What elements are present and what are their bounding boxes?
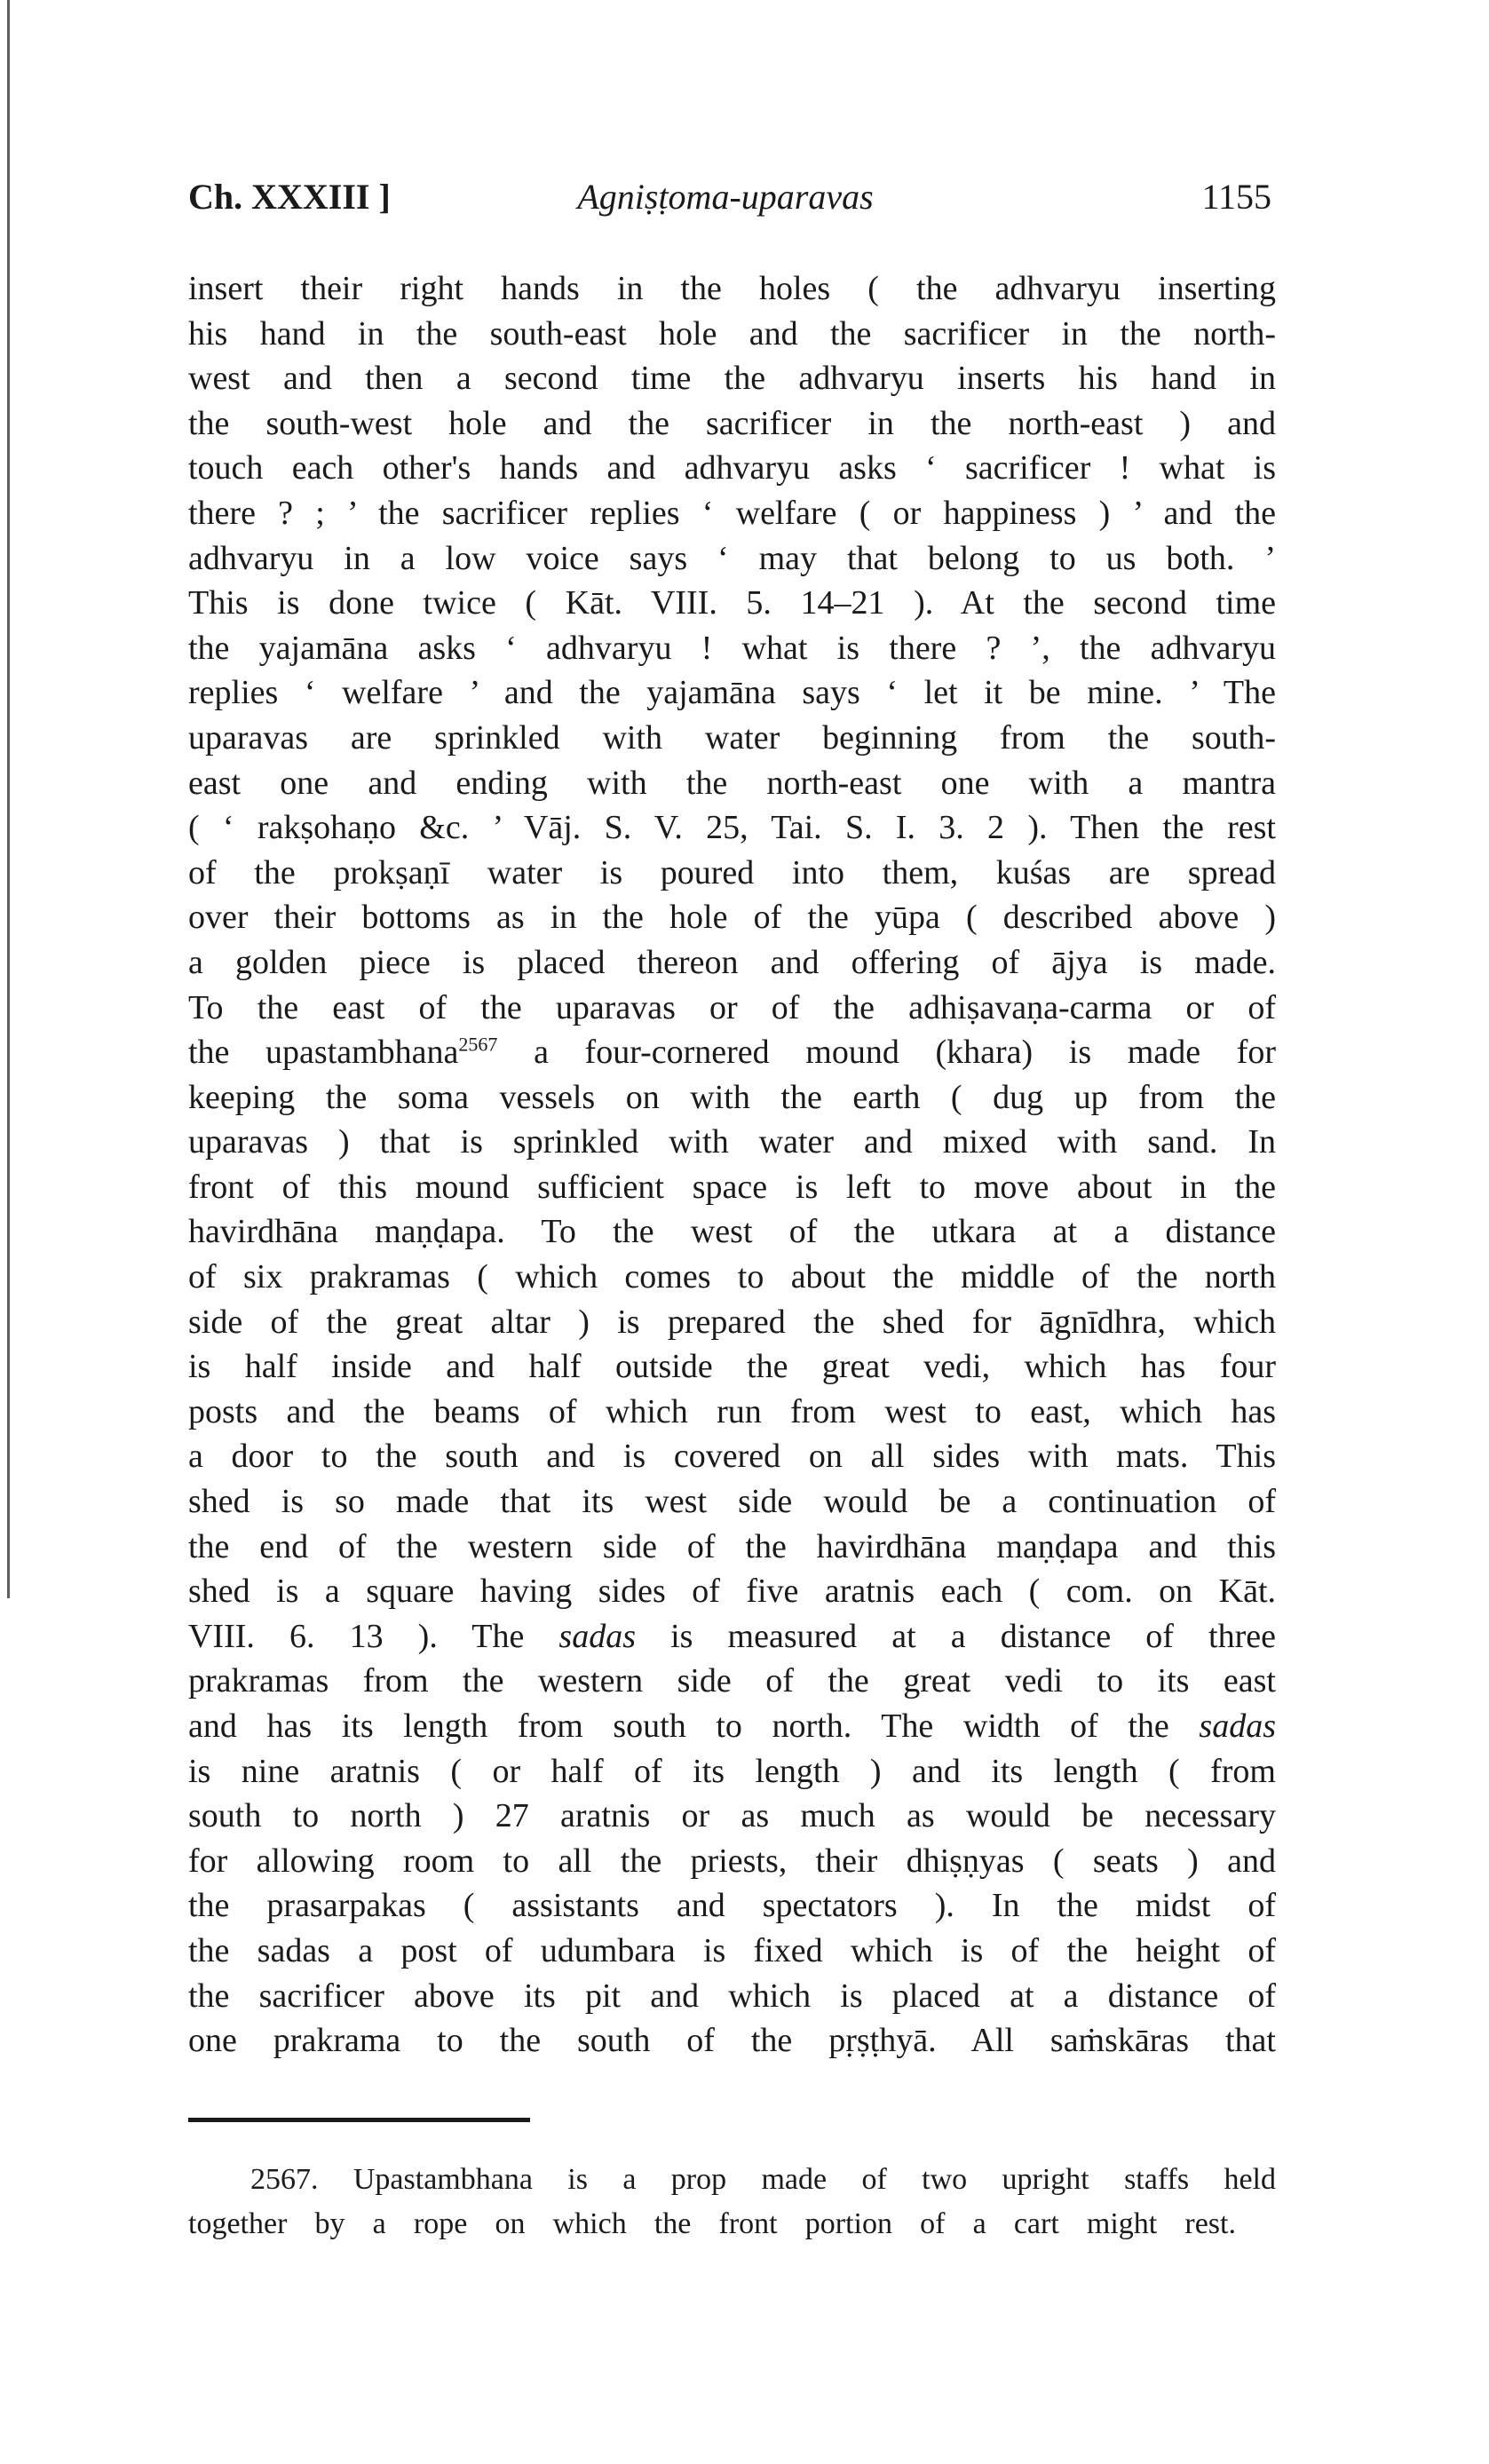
text-line: a golden piece is placed thereon and offering of ājya is made. <box>188 943 1276 981</box>
text-line: there ? ; ’ the sacrificer replies ‘ welfare ( or happiness ) ’ and the <box>188 494 1276 532</box>
text-line: This is done twice ( Kāt. VIII. 5. 14–21 ). At the second time <box>188 584 1276 622</box>
text-line: uparavas ) that is sprinkled with water and mixed with sand. In <box>188 1123 1276 1161</box>
text-line-with-italic <box>188 1614 1276 1660</box>
footnote-number: 2567. <box>250 2163 319 2196</box>
text-line: side of the great altar ) is prepared the shed for āgnīdhra, which <box>188 1303 1276 1341</box>
footnote-ref-marker: 2567 <box>458 1033 498 1056</box>
text-line: front of this mound sufficient space is left to move about in the <box>188 1168 1276 1206</box>
footnote-line: together by a rope on which the front portion of a cart might rest. <box>188 2207 1236 2240</box>
text-line: east one and ending with the north-east one with a mantra <box>188 764 1276 802</box>
text-line: the south-west hole and the sacrificer in the north-east ) and <box>188 404 1276 442</box>
text-line: havirdhāna maṇḍapa. To the west of the utkara at a distance <box>188 1213 1276 1251</box>
italic-term: sadas <box>1199 1707 1276 1745</box>
text-line: ( ‘ rakṣohaṇo &c. ’ Vāj. S. V. 25, Tai. S. I. 3. 2 ). Then the rest <box>188 809 1276 847</box>
italic-term: sadas <box>558 1617 636 1655</box>
footnote-divider <box>188 2118 530 2122</box>
text-line: the sacrificer above its pit and which is placed at a distance of <box>188 1977 1276 2015</box>
page-number: 1155 <box>1201 177 1271 217</box>
text-line: the yajamāna asks ‘ adhvaryu ! what is there ? ’, the adhvaryu <box>188 629 1276 667</box>
line-start: VIII. 6. 13 ). The <box>188 1617 525 1655</box>
line-end: a four-cornered mound (khara) is made for <box>534 1034 1276 1072</box>
footnote <box>188 2158 1276 2246</box>
text-line: for allowing room to all the priests, their dhiṣṇyas ( seats ) and <box>188 1842 1276 1880</box>
footnote-text: Upastambhana is a prop made of two upright staffs held <box>352 2163 1277 2196</box>
line-start: the upastambhana <box>188 1034 459 1072</box>
text-line: replies ‘ welfare ’ and the yajamāna says ‘ let it be mine. ’ The <box>188 674 1276 712</box>
text-line: is half inside and half outside the great vedi, which has four <box>188 1348 1276 1386</box>
chapter-label: Ch. XXXIII ] <box>188 177 391 217</box>
text-line: of six prakramas ( which comes to about the middle of the north <box>188 1258 1276 1296</box>
page-edge-line <box>7 0 10 1598</box>
text-line: the end of the western side of the havirdhāna maṇḍapa and this <box>188 1527 1276 1565</box>
footnote-line <box>188 2158 1276 2202</box>
text-line-with-italic <box>188 1704 1276 1749</box>
text-line: one prakrama to the south of the pṛṣṭhyā. All saṁskāras that <box>188 2022 1276 2060</box>
text-line: south to north ) 27 aratnis or as much as would be necessary <box>188 1797 1276 1835</box>
text-line: is nine aratnis ( or half of its length ) and its length ( from <box>188 1752 1276 1790</box>
text-line: west and then a second time the adhvaryu inserts his hand in <box>188 360 1276 398</box>
text-line: uparavas are sprinkled with water beginning from the south- <box>188 718 1276 757</box>
text-line: his hand in the south-east hole and the sacrificer in the north- <box>188 314 1276 353</box>
text-line: prakramas from the western side of the great vedi to its east <box>188 1662 1276 1700</box>
text-line: shed is so made that its west side would be a continuation of <box>188 1483 1276 1521</box>
body-text <box>188 266 1276 2064</box>
text-line: a door to the south and is covered on all sides with mats. This <box>188 1438 1276 1476</box>
text-line: touch each other's hands and adhvaryu asks ‘ sacrificer ! what is <box>188 449 1276 487</box>
text-line: of the prokṣaṇī water is poured into them, kuśas are spread <box>188 853 1276 891</box>
text-line: the prasarpakas ( assistants and spectators ). In the midst of <box>188 1887 1276 1925</box>
text-line: keeping the soma vessels on with the earth ( dug up from the <box>188 1078 1276 1116</box>
text-line: To the east of the uparavas or of the adhiṣavaṇa-carma or of <box>188 988 1276 1026</box>
text-line: the sadas a post of udumbara is fixed which is of the height of <box>188 1931 1276 1969</box>
running-title: Agniṣṭoma-uparavas <box>577 177 874 217</box>
text-line-with-footnote-ref <box>188 1030 1276 1075</box>
text-line: adhvaryu in a low voice says ‘ may that belong to us both. ’ <box>188 539 1276 577</box>
text-line: shed is a square having sides of five aratnis each ( com. on Kāt. <box>188 1573 1276 1611</box>
line-end: is measured at a distance of three <box>670 1617 1276 1655</box>
running-header <box>188 176 1271 229</box>
text-line: insert their right hands in the holes ( the adhvaryu inserting <box>188 270 1276 307</box>
line-start: and has its length from south to north. The width of the <box>188 1707 1169 1745</box>
text-line: posts and the beams of which run from west to east, which has <box>188 1392 1276 1430</box>
text-line: over their bottoms as in the hole of the yūpa ( described above ) <box>188 899 1276 937</box>
